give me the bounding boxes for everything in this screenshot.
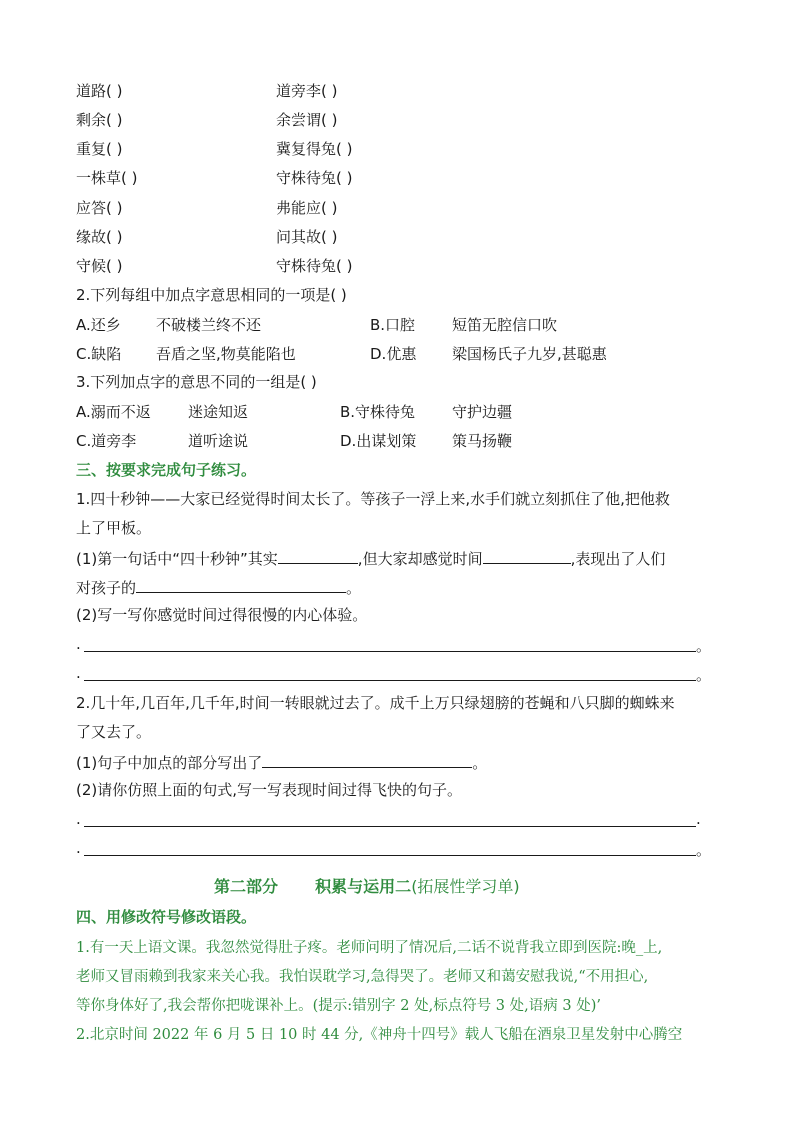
line-dot: . xyxy=(76,635,81,653)
q2-option-b-text: 短笛无腔信口吹 xyxy=(452,316,558,334)
underline xyxy=(84,680,696,681)
question-text: 对孩子的 xyxy=(76,579,137,597)
question-text: 。 xyxy=(346,579,362,597)
vocab-word-right: 守株待兔( ) xyxy=(276,169,353,187)
q3-option-d-label: D.出谋划策 xyxy=(340,432,417,450)
vocab-word-left: 一株草( ) xyxy=(76,169,138,187)
line-end: 。 xyxy=(696,637,712,655)
vocab-word-right: 弗能应( ) xyxy=(276,199,338,217)
vocab-row xyxy=(76,255,476,275)
question-text: ,但大家却感觉时间 xyxy=(357,550,483,568)
q2-option-d-text: 梁国杨氏子九岁,甚聪惠 xyxy=(452,345,607,363)
line-end: 。 xyxy=(696,666,712,684)
sentence-1-question-1-cont xyxy=(76,576,361,598)
vocab-word-left: 道路( ) xyxy=(76,82,123,100)
answer-line[interactable] xyxy=(76,839,716,859)
vocab-row xyxy=(76,197,476,217)
part-2-title: 第二部分 xyxy=(214,877,279,896)
vocab-word-left: 剩余( ) xyxy=(76,111,123,129)
q3-option-b-label: B.守株待兔 xyxy=(340,403,416,421)
vocab-row xyxy=(76,138,476,158)
part-2-title-2: 积累与运用二 xyxy=(315,877,412,896)
line-end: 。 xyxy=(696,841,712,859)
answer-blank[interactable] xyxy=(278,547,358,564)
q2-option-c-label: C.缺陷 xyxy=(76,345,122,363)
sentence-1-question-2: (2)写一写你感觉时间过得很慢的内心体验。 xyxy=(76,606,368,624)
answer-blank[interactable] xyxy=(136,576,346,593)
paragraph-2-line-1: 2.北京时间 2022 年 6 月 5 日 10 时 44 分,《神舟十四号》载人飞船在酒泉卫星发射中心腾空 xyxy=(76,1027,683,1043)
answer-line[interactable] xyxy=(76,664,716,684)
underline xyxy=(84,826,696,827)
question-2-stem: 2.下列每组中加点字意思相同的一项是( ) xyxy=(76,286,347,304)
vocab-word-left: 重复( ) xyxy=(76,140,123,158)
vocab-row xyxy=(76,80,476,100)
vocab-word-right: 余尝谓( ) xyxy=(276,111,338,129)
line-dot: . xyxy=(76,664,81,682)
sentence-2-question-1 xyxy=(76,751,487,773)
part-2-subtitle: (拓展性学习单) xyxy=(411,877,520,896)
answer-blank[interactable] xyxy=(483,547,571,564)
vocab-word-right: 守株待兔( ) xyxy=(276,257,353,275)
paragraph-1-line-2: 老师又冒雨赖到我家来关心我。我怕误耽学习,急得哭了。老师又和蔼安慰我说,“不用担心, xyxy=(76,969,649,985)
part-2-heading xyxy=(214,874,520,897)
paragraph-1-line-3: 等你身体好了,我会帮你把咙课补上。(提示:错别字 2 处,标点符号 3 处,语病 3 处)’ xyxy=(76,998,601,1014)
q2-option-a-text: 不破楼兰终不还 xyxy=(156,316,262,334)
section-3-title: 三、按要求完成句子练习。 xyxy=(76,461,257,479)
question-3-stem: 3.下列加点字的意思不同的一组是( ) xyxy=(76,373,317,391)
vocab-word-left: 守候( ) xyxy=(76,257,123,275)
q2-option-b-label: B.口腔 xyxy=(370,316,416,334)
answer-line[interactable] xyxy=(76,810,716,830)
q3-option-b-text: 守护边疆 xyxy=(452,403,513,421)
q2-option-d-label: D.优惠 xyxy=(370,345,417,363)
underline xyxy=(84,855,696,856)
vocab-word-left: 缘故( ) xyxy=(76,228,123,246)
q3-option-c-label: C.道旁李 xyxy=(76,432,137,450)
question-text: (1)句子中加点的部分写出了 xyxy=(76,754,263,772)
line-dot: . xyxy=(76,839,81,857)
vocab-word-right: 问其故( ) xyxy=(276,228,338,246)
question-text: (1)第一句话中“四十秒钟”其实 xyxy=(76,550,278,568)
line-dot: . xyxy=(76,810,81,828)
line-end: . xyxy=(696,810,701,828)
sentence-2-line-1: 2.几十年,几百年,几千年,时间一转眼就过去了。成千上万只绿翅膀的苍蝇和八只脚的蜘蛛来 xyxy=(76,694,675,712)
q2-option-c-text: 吾盾之坚,物莫能陷也 xyxy=(156,345,296,363)
sentence-2-question-2: (2)请你仿照上面的句式,写一写表现时间过得飞快的句子。 xyxy=(76,781,463,799)
sentence-1-line-2: 上了甲板。 xyxy=(76,519,152,537)
paragraph-1-line-1: 1.有一天上语文课。我忽然觉得肚子疼。老师问明了情况后,二话不说背我立即到医院:晚_上, xyxy=(76,940,663,956)
question-text: 。 xyxy=(472,754,488,772)
vocab-row xyxy=(76,167,476,187)
vocab-word-right: 道旁李( ) xyxy=(276,82,338,100)
sentence-2-line-2: 了又去了。 xyxy=(76,723,152,741)
q3-option-d-text: 策马扬鞭 xyxy=(452,432,513,450)
answer-line[interactable] xyxy=(76,635,716,655)
q3-option-c-text: 道听途说 xyxy=(188,432,249,450)
vocab-word-left: 应答( ) xyxy=(76,199,123,217)
section-4-title: 四、用修改符号修改语段。 xyxy=(76,908,257,926)
vocab-row xyxy=(76,226,476,246)
sentence-1-line-1: 1.四十秒钟——大家已经觉得时间太长了。等孩子一浮上来,水手们就立刻抓住了他,把他救 xyxy=(76,490,670,508)
q2-option-a-label: A.还乡 xyxy=(76,316,121,334)
q3-option-a-label: A.溺而不返 xyxy=(76,403,151,421)
vocab-row xyxy=(76,109,476,129)
sentence-1-question-1 xyxy=(76,547,665,569)
vocab-word-right: 冀复得兔( ) xyxy=(276,140,353,158)
underline xyxy=(84,651,696,652)
question-text: ,表现出了人们 xyxy=(570,550,666,568)
q3-option-a-text: 迷途知返 xyxy=(188,403,249,421)
answer-blank[interactable] xyxy=(262,751,472,768)
